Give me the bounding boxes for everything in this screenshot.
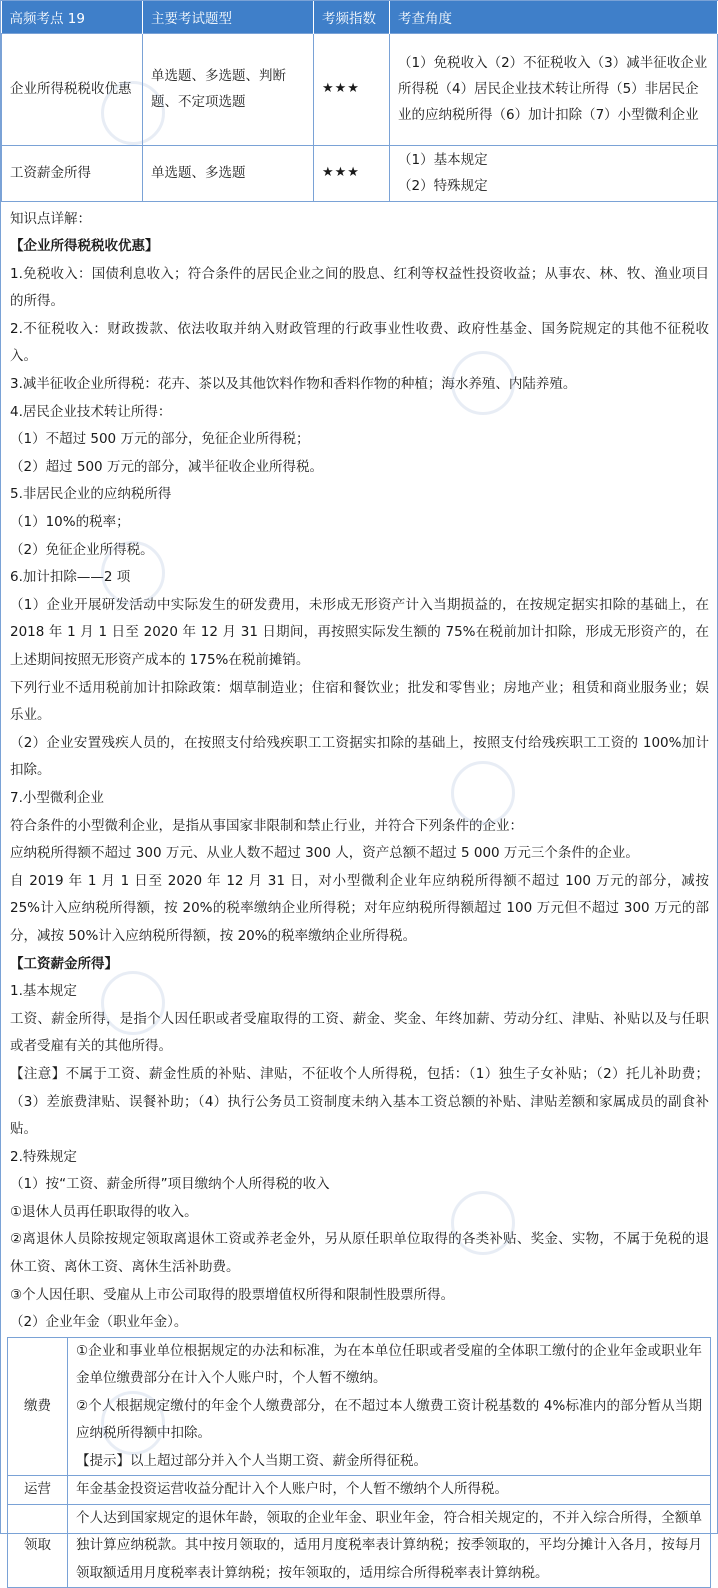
table-row	[2, 33, 718, 145]
topic-summary-table	[1, 1, 718, 202]
row-content	[68, 1337, 711, 1476]
table-row	[8, 1504, 711, 1588]
header-topic: 高频考点 19	[2, 1, 143, 33]
header-frequency-index: 考频指数	[314, 1, 390, 33]
exam-angles-cell	[390, 145, 718, 201]
paragraph: 1.免税收入：国债利息收入；符合条件的居民企业之间的股息、红利等权益性投资收益；从事农、林、牧、渔业项目的所得。	[10, 265, 709, 310]
paragraph: （1）10%的税率；	[10, 514, 130, 531]
paragraph: 3.减半征收企业所得税：花卉、茶以及其他饮料作物和香料作物的种植；海水养殖、内陆养殖。	[10, 376, 577, 393]
paragraph: 应纳税所得额不超过 300 万元、从业人数不超过 300 人，资产总额不超过 5 000 万元三个条件的企业。	[10, 845, 639, 862]
paragraph: 7.小型微利企业	[10, 789, 104, 806]
paragraph: （2）免征企业所得税。	[10, 541, 154, 558]
pension-table	[7, 1337, 711, 1588]
paragraph: （1）不超过 500 万元的部分，免征企业所得税；	[10, 431, 310, 448]
paragraph: 2.特殊规定	[10, 1148, 77, 1165]
section-intro: 知识点详解：	[10, 210, 91, 227]
table-row	[8, 1476, 711, 1505]
content-line: ①企业和事业单位根据规定的办法和标准，为在本单位任职或者受雇的全体职工缴付的企业年金或职业年金单位缴费部分在计入个人账户时，个人暂不缴纳。	[76, 1342, 702, 1387]
row-content: 年金基金投资运营收益分配计入个人账户时，个人暂不缴纳个人所得税。	[68, 1476, 711, 1505]
exam-angles-cell: （1）免税收入（2）不征税收入（3）减半征收企业所得税（4）居民企业技术转让所得（5）非居民企业的应纳税所得（6）加计扣除（7）小型微利企业	[390, 33, 718, 145]
row-label: 运营	[8, 1476, 68, 1505]
row-content: 个人达到国家规定的退休年龄，领取的企业年金、职业年金，符合相关规定的，不并入综合所得，全额单独计算应纳税款。其中按月领取的，适用月度税率表计算纳税；按季领取的，平均分摊计入各月，按每月领取额适用月度税率表计算纳税；按年领取的，适用综合所得税率表计算纳税。	[68, 1504, 711, 1588]
paragraph: 6.加计扣除——2 项	[10, 569, 131, 586]
paragraph: 5.非居民企业的应纳税所得	[10, 486, 172, 503]
paragraph: ②离退休人员除按规定领取离退休工资或养老金外，另从原任职单位取得的各类补贴、奖金、实物，不属于免税的退休工资、离休工资、离休生活补助费。	[10, 1231, 709, 1276]
exam-angle-item: （2）特殊规定	[398, 178, 488, 194]
table-row	[2, 145, 718, 201]
paragraph: ①退休人员再任职取得的收入。	[10, 1203, 198, 1220]
paragraph: 4.居民企业技术转让所得：	[10, 403, 172, 420]
question-types-cell: 单选题、多选题	[143, 145, 314, 201]
knowledge-details	[1, 202, 717, 1337]
paragraph: （2）企业年金（职业年金）。	[10, 1314, 188, 1331]
row-label: 领取	[8, 1504, 68, 1588]
question-types-cell: 单选题、多选题、判断题、不定项选题	[143, 33, 314, 145]
paragraph: 自 2019 年 1 月 1 日至 2020 年 12 月 31 日，对小型微利企业年应纳税所得额不超过 100 万元的部分，减按 25%计入应纳税所得额，按 20%的税率缴纳企业所得税；对年应纳税所得额超过 100 万元但不超过 300 万元的部分，减按 50%计入应纳税所得额，按 20%的税率缴纳企业所得税。	[10, 872, 709, 944]
exam-angle-item: （1）基本规定	[398, 152, 488, 168]
paragraph: 下列行业不适用税前加计扣除政策：烟草制造业；住宿和餐饮业；批发和零售业；房地产业；租赁和商业服务业；娱乐业。	[10, 679, 709, 724]
row-label: 缴费	[8, 1337, 68, 1476]
paragraph: （1）按“工资、薪金所得”项目缴纳个人所得税的收入	[10, 1176, 330, 1193]
content-line: 【提示】以上超过部分并入个人当期工资、薪金所得征税。	[76, 1452, 427, 1469]
content-line: ②个人根据规定缴付的年金个人缴费部分，在不超过本人缴费工资计税基数的 4%标准内的部分暂从当期应纳税所得额中扣除。	[76, 1397, 702, 1442]
paragraph: 工资、薪金所得，是指个人因任职或者受雇取得的工资、薪金、奖金、年终加薪、劳动分红、津贴、补贴以及与任职或者受雇有关的其他所得。	[10, 1010, 709, 1055]
section-heading: 【工资薪金所得】	[10, 955, 118, 972]
topic-cell: 企业所得税税收优惠	[2, 33, 143, 145]
paragraph: 2.不征税收入：财政拨款、依法收取并纳入财政管理的行政事业性收费、政府性基金、国务院规定的其他不征税收入。	[10, 320, 709, 365]
header-question-types: 主要考试题型	[143, 1, 314, 33]
topic-cell: 工资薪金所得	[2, 145, 143, 201]
frequency-stars: ★★★	[314, 33, 390, 145]
section-heading: 【企业所得税税收优惠】	[10, 238, 159, 255]
paragraph: ③个人因任职、受雇从上市公司取得的股票增值权所得和限制性股票所得。	[10, 1286, 455, 1303]
table-header-row	[2, 1, 718, 33]
paragraph: （1）企业开展研发活动中实际发生的研发费用，未形成无形资产计入当期损益的，在按规定据实扣除的基础上，在 2018 年 1 月 1 日至 2020 年 12 月 31 日期间，再按照实际发生额的 75%在税前加计扣除，形成无形资产的，在上述期间按照无形资产成本的 175%在税前摊销。	[10, 596, 709, 668]
paragraph: （2）超过 500 万元的部分，减半征收企业所得税。	[10, 458, 323, 475]
header-exam-angles: 考查角度	[390, 1, 718, 33]
table-row	[8, 1337, 711, 1476]
paragraph: 1.基本规定	[10, 983, 77, 1000]
frequency-stars: ★★★	[314, 145, 390, 201]
paragraph: （2）企业安置残疾人员的，在按照支付给残疾职工工资据实扣除的基础上，按照支付给残疾职工工资的 100%加计扣除。	[10, 734, 709, 779]
paragraph: 【注意】不属于工资、薪金性质的补贴、津贴，不征收个人所得税，包括：（1）独生子女补贴；（2）托儿补助费；（3）差旅费津贴、误餐补助；（4）执行公务员工资制度未纳入基本工资总额的补贴、津贴差额和家属成员的副食补贴。	[10, 1065, 709, 1138]
paragraph: 符合条件的小型微利企业，是指从事国家非限制和禁止行业，并符合下列条件的企业：	[10, 817, 523, 834]
